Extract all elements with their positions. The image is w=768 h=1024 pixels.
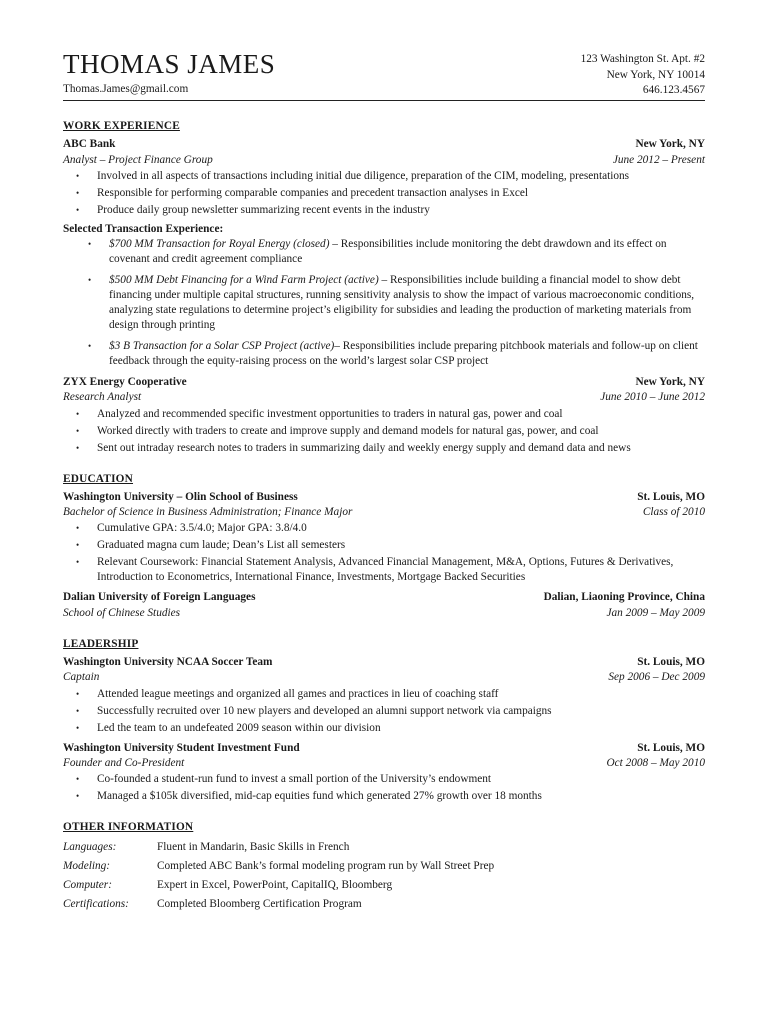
bullet-list — [63, 521, 705, 585]
section-title-education: EDUCATION — [63, 472, 134, 485]
degree: Bachelor of Science in Business Administration; Finance Major — [63, 506, 353, 518]
org-location: St. Louis, MO — [637, 656, 705, 668]
org-name: Washington University NCAA Soccer Team — [63, 656, 273, 668]
transaction-name: $500 MM Debt Financing for a Wind Farm Project (active) — [109, 274, 379, 286]
info-value: Fluent in Mandarin, Basic Skills in French — [157, 841, 350, 854]
role-title: Captain — [63, 671, 100, 684]
section-title-work: WORK EXPERIENCE — [63, 120, 180, 132]
org-name: Washington University Student Investment Fund — [63, 741, 300, 754]
transaction-item — [63, 237, 705, 267]
bullet-item: • Cumulative GPA: 3.5/4.0; Major GPA: 3.8/4.0 — [63, 521, 705, 536]
transaction-name: $700 MM Transaction for Royal Energy (closed) — [109, 238, 330, 250]
org-location: New York, NY — [635, 138, 705, 151]
transaction-item — [63, 273, 705, 333]
entry-abc-bank — [63, 137, 705, 369]
info-label: Certifications: — [63, 898, 129, 911]
org-location: New York, NY — [635, 376, 705, 388]
info-value: Completed ABC Bank’s formal modeling program run by Wall Street Prep — [157, 860, 495, 873]
entry-zyx-energy — [63, 375, 705, 456]
resume-header — [63, 48, 705, 101]
info-label: Modeling: — [63, 860, 111, 873]
entry-dalian-university — [63, 590, 705, 621]
org-location: St. Louis, MO — [637, 741, 705, 754]
info-label: Languages: — [63, 841, 117, 854]
address-line-1: 123 Washington St. Apt. #2 — [580, 53, 705, 65]
school-location: Dalian, Liaoning Province, China — [543, 591, 705, 604]
role-title: Analyst – Project Finance Group — [63, 153, 213, 166]
address-line-2: New York, NY 10014 — [606, 68, 705, 81]
graduation-date: Class of 2010 — [642, 506, 705, 518]
bullet-list — [63, 772, 705, 804]
info-row — [63, 876, 705, 895]
info-value: Expert in Excel, PowerPoint, CapitalIQ, Bloomberg — [157, 879, 393, 892]
bullet-item: • Analyzed and recommended specific investment opportunities to traders in natural gas, power and coal — [63, 407, 705, 422]
entry-soccer-team — [63, 655, 705, 736]
transaction-description: – Responsibilities include monitoring the debt drawdown and its effect on covenant and credit agreement compliance — [109, 238, 667, 265]
org-name: ZYX Energy Cooperative — [63, 376, 187, 388]
bullet-item: • Co-founded a student-run fund to invest a small portion of the University’s endowment — [63, 772, 705, 787]
school-name: Dalian University of Foreign Languages — [63, 591, 256, 604]
resume-page — [63, 48, 705, 914]
bullet-item: • Led the team to an undefeated 2009 season within our division — [63, 721, 705, 736]
selected-transactions-heading: Selected Transaction Experience: — [63, 222, 224, 235]
info-row — [63, 838, 705, 857]
email-address: Thomas.James@gmail.com — [63, 82, 189, 95]
phone-number: 646.123.4567 — [642, 84, 705, 96]
transaction-name: $3 B Transaction for a Solar CSP Project (active) — [109, 340, 335, 352]
bullet-list — [63, 687, 705, 736]
date-range: Jan 2009 – May 2009 — [606, 606, 705, 619]
bullet-item: • Produce daily group newsletter summarizing recent events in the industry — [63, 203, 705, 218]
org-name: ABC Bank — [63, 138, 116, 151]
bullet-item: • Successfully recruited over 10 new players and developed an alumni support network via campaigns — [63, 704, 705, 719]
bullet-item: • Involved in all aspects of transactions including initial due diligence, preparation of the CIM, modeling, presentations — [63, 169, 705, 184]
section-title-leadership: LEADERSHIP — [63, 637, 139, 650]
transaction-item — [63, 339, 705, 369]
bullet-item: • Relevant Coursework: Financial Statement Analysis, Advanced Financial Management, M&A, Options, Futures & Derivatives, Introduction to Econometrics, International Finance, Investments, Mortgage Backed Securities — [63, 555, 705, 585]
program-name: School of Chinese Studies — [63, 606, 181, 619]
bullet-list — [63, 169, 705, 218]
role-title: Research Analyst — [63, 391, 142, 404]
date-range: Oct 2008 – May 2010 — [606, 756, 705, 769]
date-range: June 2010 – June 2012 — [600, 391, 705, 404]
school-name: Washington University – Olin School of Business — [63, 490, 298, 503]
section-title-other: OTHER INFORMATION — [63, 821, 194, 833]
contact-block — [581, 52, 705, 99]
bullet-item: • Responsible for performing comparable companies and precedent transaction analyses in Excel — [63, 186, 705, 201]
bullet-item: • Worked directly with traders to create and improve supply and demand models for natural gas, power, and coal — [63, 424, 705, 439]
bullet-item: • Attended league meetings and organized all games and practices in lieu of coaching staff — [63, 687, 705, 702]
school-location: St. Louis, MO — [637, 490, 705, 503]
transaction-list — [63, 237, 705, 369]
other-info-list — [63, 838, 705, 914]
info-label: Computer: — [63, 879, 112, 892]
info-value: Completed Bloomberg Certification Program — [157, 898, 362, 911]
date-range: June 2012 – Present — [612, 153, 705, 166]
transaction-description: – Responsibilities include building a financial model to show debt financing under multiple capital structures, running sensitivity analysis to show the impact of various macroeconomic conditions, analyzing state regulations to determine project’s eligibility for subsidies and leading the production of marketing materials from design through printing — [109, 274, 695, 331]
date-range: Sep 2006 – Dec 2009 — [608, 671, 705, 684]
bullet-item: • Managed a $105k diversified, mid-cap equities fund which generated 27% growth over 18 months — [63, 789, 705, 804]
candidate-name: THOMAS JAMES — [63, 49, 276, 79]
bullet-item: • Sent out intraday research notes to traders in summarizing daily and weekly energy supply and demand data and news — [63, 441, 705, 456]
entry-washington-university — [63, 490, 705, 586]
bullet-list — [63, 407, 705, 456]
role-title: Founder and Co-President — [63, 756, 185, 769]
bullet-item: • Graduated magna cum laude; Dean’s List all semesters — [63, 538, 705, 553]
entry-investment-fund — [63, 741, 705, 805]
info-row — [63, 895, 705, 914]
info-row — [63, 857, 705, 876]
transaction-description: – Responsibilities include preparing pitchbook materials and follow-up on client feedback through the equity-raising process on the world’s largest solar CSP project — [109, 340, 698, 367]
